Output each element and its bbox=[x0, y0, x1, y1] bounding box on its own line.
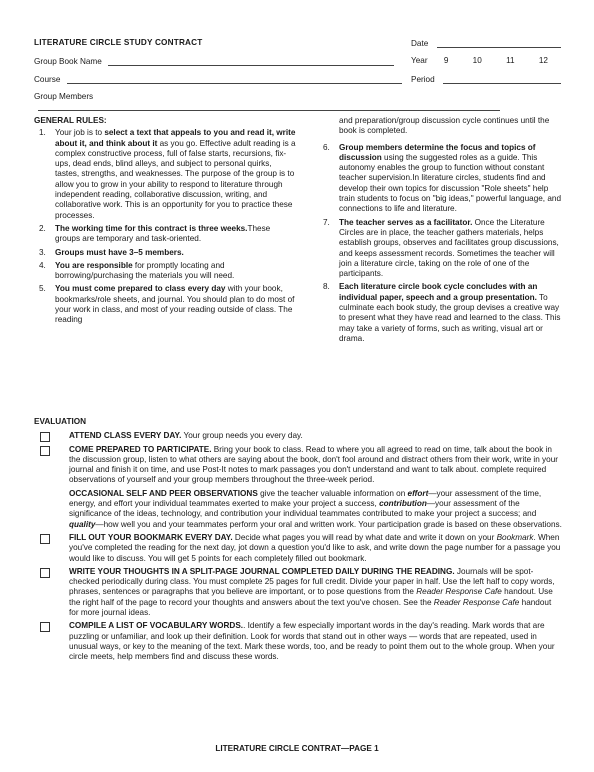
group-book-name-field[interactable] bbox=[108, 56, 394, 66]
general-rules-left bbox=[34, 116, 296, 329]
period-label: Period bbox=[411, 75, 435, 84]
group-book-name-label: Group Book Name bbox=[34, 57, 102, 66]
evaluation-section bbox=[34, 417, 562, 666]
rule-3 bbox=[34, 248, 296, 258]
rule-text: with your book, bookmarks/role sheets, and journal. You should plan to do most of your work in class, and most of your reading outside of class. The reading bbox=[55, 284, 295, 325]
bookmark-item bbox=[34, 533, 562, 564]
rule-text: for promptly locating and borrowing/purchasing the materials you will need. bbox=[55, 260, 235, 281]
rule-bold: You are responsible bbox=[55, 260, 133, 270]
item-heading: OCCASIONAL SELF AND PEER OBSERVATIONS bbox=[69, 488, 258, 498]
emphasis-contribution: contribution bbox=[379, 499, 427, 509]
page-title: LITERATURE CIRCLE STUDY CONTRACT bbox=[34, 38, 203, 47]
rule-text: using the suggested roles as a guide. This autonomy enables the group to function without constant teacher supervision.In literature circles, students find and develop their own topics for discussion "Role sheets" help train students to focus on "big ideas," powerful language, and connections to life and literature. bbox=[339, 152, 562, 214]
item-text: . When you've completed the reading for the next day, jot down a question you'd like to ask, and write down the page number for a passage you would like to discuss. You will get 5 points for each completely filled out bookmark. bbox=[69, 532, 561, 563]
emphasis-effort: effort bbox=[407, 488, 429, 498]
year-row bbox=[411, 56, 548, 65]
course-label: Course bbox=[34, 75, 61, 84]
general-rules-title: GENERAL RULES: bbox=[34, 116, 107, 125]
come-prepared-checkbox[interactable] bbox=[40, 446, 50, 456]
rule-bold: The teacher serves as a facilitator. bbox=[339, 217, 473, 227]
rule-number: 6. bbox=[323, 142, 330, 152]
journal-checkbox[interactable] bbox=[40, 568, 50, 578]
vocabulary-item bbox=[34, 621, 562, 662]
rule-bold: Groups must have 3–5 members. bbox=[55, 247, 184, 257]
rule-1 bbox=[34, 128, 296, 221]
item-heading: WRITE YOUR THOUGHTS IN A SPLIT-PAGE JOURNAL COMPLETED DAILY DURING THE READING. bbox=[69, 566, 455, 576]
rule-number: 5. bbox=[39, 284, 46, 294]
come-prepared-item bbox=[34, 445, 562, 486]
group-members-label: Group Members bbox=[34, 92, 94, 101]
rule-text: as you go. Effective adult reading is a complex constructive process, full of false starts, recursions, fix-ups, dead ends, blind alleys, and subject to personal quirks, tastes, strengths, and weaknesses. The purpose of the group is to allow you to grow in your ability to respond to literature through independent reading, collaborative discussion, writing, and collaborative work. This is an opportunity for you to practice these processes. bbox=[55, 138, 296, 220]
rule-number: 8. bbox=[323, 282, 330, 292]
rule-5 bbox=[34, 284, 296, 325]
item-heading: COMPILE A LIST OF VOCABULARY WORDS. bbox=[69, 621, 244, 631]
rule-number: 4. bbox=[39, 260, 46, 270]
item-text: handout for more journal ideas. bbox=[69, 597, 552, 618]
rule-5-continuation bbox=[318, 116, 564, 137]
rule-text: and preparation/group discussion cycle continues until the book is completed. bbox=[339, 116, 550, 136]
rule-number: 7. bbox=[323, 217, 330, 227]
emphasis-quality: quality bbox=[69, 519, 96, 529]
item-heading: ATTEND CLASS EVERY DAY. bbox=[69, 431, 182, 441]
date-field[interactable] bbox=[437, 38, 561, 48]
attend-class-item bbox=[34, 431, 562, 441]
year-label: Year bbox=[411, 56, 428, 65]
date-label: Date bbox=[411, 39, 429, 48]
rule-text: Your job is to bbox=[55, 128, 105, 138]
item-text: Your group needs you every day. bbox=[181, 431, 303, 441]
rule-bold: You must come prepared to class every day bbox=[55, 284, 226, 294]
attend-class-checkbox[interactable] bbox=[40, 432, 50, 442]
item-text: give the teacher valuable information on bbox=[257, 488, 408, 498]
item-text: handout. Use the right half of the page to record your thoughts and answers about the text you've chosen. See the bbox=[69, 587, 553, 607]
course-field[interactable] bbox=[67, 74, 402, 84]
rule-bold: select a text that appeals to you and read it, write about it, and think about it bbox=[55, 128, 296, 148]
item-text: Bring your book to class. Read to where you all agreed to read on time, talk about the book in the discussion group, listen to what others are saying about the book, don't fool around and distract others from their work, write in your journal and finish it on time, and use Post-It notes to mark passages you don't understand and want to talk about. complete required observations of yourself and your group members throughout the three-week period. bbox=[69, 444, 558, 485]
vocabulary-checkbox[interactable] bbox=[40, 622, 50, 632]
year-option-9[interactable]: 9 bbox=[443, 56, 449, 65]
item-italic: Bookmark bbox=[496, 532, 534, 542]
date-row bbox=[411, 38, 561, 48]
rule-4 bbox=[34, 261, 296, 282]
rule-6 bbox=[318, 143, 564, 215]
rule-8 bbox=[318, 282, 564, 344]
item-text: Decide what pages you will read by what date and write it down on your bbox=[232, 532, 497, 542]
rule-bold: Group members determine the focus and topics of discussion bbox=[339, 142, 536, 162]
rule-number: 3. bbox=[39, 247, 46, 257]
item-italic: Reader Response Cafe bbox=[433, 597, 520, 607]
evaluation-title: EVALUATION bbox=[34, 417, 87, 426]
journal-item bbox=[34, 567, 562, 618]
rule-text: Once the Literature Circles are in place, the teacher gathers materials, helps establish groups, observes and facilitates group discussions, and keeps assessment records. Sometimes the teacher will join a literature circle, taking on the role of one of the participants. bbox=[339, 217, 559, 279]
item-text: —your assessment of the time, energy, and effort your individual teammates exerted to make your project a success, bbox=[69, 488, 542, 509]
item-text: Journals will be spot-checked periodically during class. You must complete 25 pages for full credit. Divide your paper in half. Use the left half to copy words, phrases, sentences or paragraphs that you believe are important, or to pose questions from the bbox=[69, 566, 555, 597]
item-text: . Identify a few especially important words in the day's reading. Mark words that are puzzling or unfamiliar, and look up their definition. Look for words that stand out in other ways — words that are repeated, used in unusual ways, or key to the meaning of the text. Mark these words, too, and be ready to point them out to the whole group. When your circle meets, help members find and discuss these words. bbox=[69, 621, 555, 662]
rule-7 bbox=[318, 218, 564, 280]
item-heading: COME PREPARED TO PARTICIPATE. bbox=[69, 444, 212, 454]
year-option-10[interactable]: 10 bbox=[472, 56, 482, 65]
rule-bold: The working time for this contract is three weeks. bbox=[55, 223, 248, 233]
item-italic: Reader Response Cafe bbox=[416, 587, 502, 597]
item-heading: FILL OUT YOUR BOOKMARK EVERY DAY. bbox=[69, 532, 233, 542]
page-footer: LITERATURE CIRCLE CONTRAT—PAGE 1 bbox=[215, 744, 379, 753]
observations-paragraph bbox=[34, 489, 562, 530]
general-rules-right bbox=[318, 116, 564, 347]
bookmark-checkbox[interactable] bbox=[40, 534, 50, 544]
item-text: —your assessment of the significance of the ideas, technology, and contribution your individual teammates contributed to make your project a success; and bbox=[69, 499, 537, 519]
group-members-row bbox=[34, 92, 556, 111]
rule-2 bbox=[34, 224, 296, 245]
period-row bbox=[411, 74, 561, 84]
year-option-11[interactable]: 11 bbox=[506, 56, 515, 65]
rule-bold: Each literature circle book cycle concludes with an individual paper, speech and a group presentation. bbox=[339, 282, 538, 302]
item-text: —how well you and your teammates perform your oral and written work. Your participation grade is based on these observations. bbox=[95, 519, 562, 529]
year-option-12[interactable]: 12 bbox=[538, 56, 548, 65]
period-field[interactable] bbox=[443, 74, 561, 84]
group-members-field[interactable] bbox=[38, 101, 500, 111]
rule-text: To culminate each book study, the group devises a creative way to present what they have read and learned to the class. This may take a variety of forms, such as writing, visual art or drama. bbox=[339, 292, 561, 343]
rule-number: 1. bbox=[39, 128, 46, 138]
rule-number: 2. bbox=[39, 223, 46, 233]
rule-text: These groups are temporary and task-oriented. bbox=[55, 223, 271, 244]
